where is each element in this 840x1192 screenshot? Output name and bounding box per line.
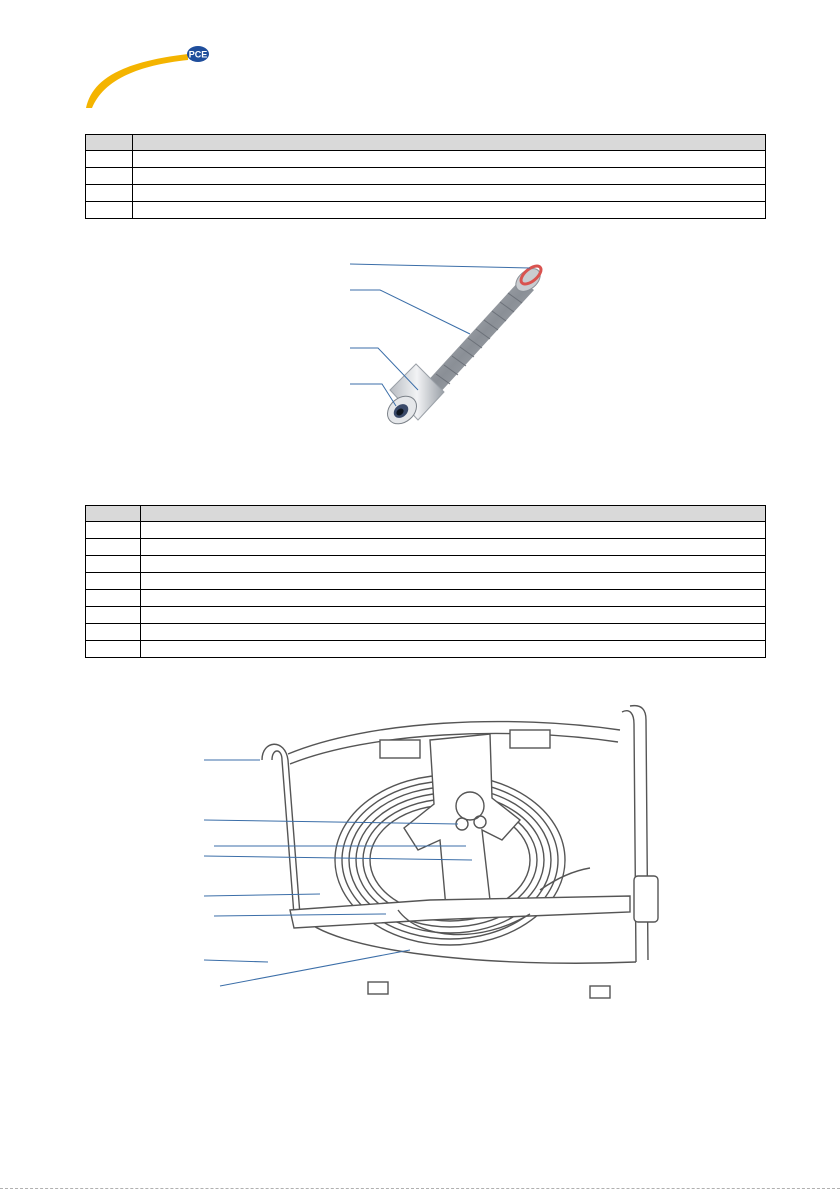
- table-row: [86, 573, 766, 590]
- table-header-row: [86, 135, 766, 151]
- parts-table-reel: [85, 505, 766, 658]
- row-number-cell: [86, 522, 141, 539]
- row-description-cell: [141, 556, 766, 573]
- table-row: [86, 185, 766, 202]
- row-number-cell: [86, 185, 133, 202]
- row-description-cell: [133, 185, 766, 202]
- cable-reel-figure: [190, 700, 690, 1000]
- row-description-cell: [133, 168, 766, 185]
- row-number-cell: [86, 151, 133, 168]
- cable-reel-icon: [262, 706, 658, 998]
- header-number-cell: [86, 135, 133, 151]
- table-header-row: [86, 506, 766, 522]
- row-description-cell: [141, 573, 766, 590]
- logo-text: PCE: [188, 49, 208, 60]
- table-row: [86, 522, 766, 539]
- row-description-cell: [141, 641, 766, 658]
- table-row: [86, 641, 766, 658]
- header-number-cell: [86, 506, 141, 522]
- table-row: [86, 607, 766, 624]
- row-number-cell: [86, 590, 141, 607]
- row-number-cell: [86, 573, 141, 590]
- camera-head-icon: [382, 263, 544, 430]
- table-row: [86, 202, 766, 219]
- row-number-cell: [86, 202, 133, 219]
- parts-table-camera: [85, 134, 766, 219]
- row-description-cell: [141, 539, 766, 556]
- row-description-cell: [133, 151, 766, 168]
- row-description-cell: [133, 202, 766, 219]
- row-number-cell: [86, 624, 141, 641]
- row-description-cell: [141, 607, 766, 624]
- page-bottom-rule: [0, 1188, 840, 1189]
- camera-head-figure: [320, 250, 570, 445]
- row-number-cell: [86, 556, 141, 573]
- row-description-cell: [141, 522, 766, 539]
- table-row: [86, 590, 766, 607]
- table-row: [86, 624, 766, 641]
- table-row: [86, 151, 766, 168]
- row-description-cell: [141, 624, 766, 641]
- pce-logo: [80, 40, 210, 115]
- row-number-cell: [86, 641, 141, 658]
- table-row: [86, 168, 766, 185]
- row-number-cell: [86, 168, 133, 185]
- table-row: [86, 539, 766, 556]
- header-description-cell: [133, 135, 766, 151]
- header-description-cell: [141, 506, 766, 522]
- logo-swoosh: [86, 54, 188, 108]
- row-description-cell: [141, 590, 766, 607]
- table-row: [86, 556, 766, 573]
- row-number-cell: [86, 607, 141, 624]
- row-number-cell: [86, 539, 141, 556]
